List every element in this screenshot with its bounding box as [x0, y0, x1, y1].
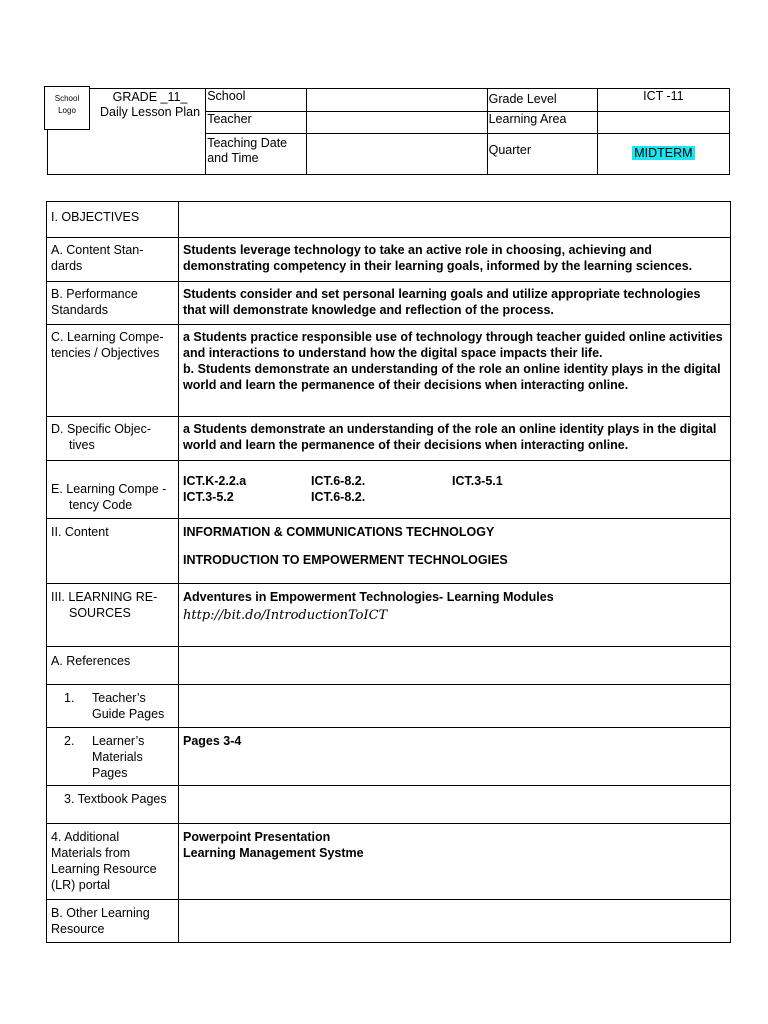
lesson-plan-table	[46, 201, 731, 943]
code: ICT.6-8.2.	[311, 490, 366, 504]
specific-objectives-label	[47, 417, 179, 461]
date-time-label: Teaching Date and Time	[206, 134, 307, 175]
content-standards-value: Students leverage technology to take an active role in choosing, achieving and demonstrating competency in their learning goals, informed by the learning sciences.	[179, 238, 731, 282]
learning-area-label: Learning Area	[487, 112, 597, 134]
grade-title	[96, 90, 204, 120]
teacher-value	[307, 112, 487, 134]
learners-materials-text: Learner’s Materials Pages	[92, 734, 145, 780]
code-row-2	[183, 489, 726, 505]
school-label: School	[206, 89, 307, 112]
teachers-guide-value	[179, 685, 731, 728]
table-row	[47, 417, 731, 461]
code-row-1	[183, 473, 726, 489]
teachers-guide-num: 1.	[64, 691, 75, 705]
quarter-value-cell	[597, 134, 729, 175]
content-standards-label: A. Content Stan-dards	[47, 238, 179, 282]
resources-line-1: Adventures in Empowerment Technologies- Learning Modules	[183, 590, 554, 604]
lesson-plan-title: Daily Lesson Plan	[99, 105, 201, 119]
table-row	[47, 461, 731, 519]
competencies-label: C. Learning Compe-tencies / Objectives	[47, 325, 179, 417]
table-row	[47, 238, 731, 282]
logo-blank-cell	[48, 134, 206, 175]
additional-line-2: Learning Management Systme	[183, 846, 364, 860]
competency-b: b. Students demonstrate an understanding of the role an online identity plays in the digital world and learn the permanence of their decisions when interacting online.	[183, 362, 721, 392]
school-logo: School Logo	[44, 86, 90, 130]
table-row	[47, 685, 731, 728]
references-label: A. References	[47, 647, 179, 685]
learners-materials-label	[47, 728, 179, 786]
additional-materials-label: 4. Additional Materials from Learning Resource (LR) portal	[47, 824, 179, 900]
specific-objectives-value: a Students demonstrate an understanding of the role an online identity plays in the digital world and learn the permanence of their decisions when interacting online.	[179, 417, 731, 461]
textbook-value	[179, 786, 731, 824]
competency-code-label	[47, 461, 179, 519]
performance-standards-value: Students consider and set personal learning goals and utilize appropriate technologies that will demonstrate knowledge and reflection of the process.	[179, 282, 731, 325]
table-row	[47, 786, 731, 824]
content-label: II. Content	[47, 519, 179, 584]
table-row	[47, 647, 731, 685]
resources-url[interactable]: http://bit.do/IntroductionToICT	[183, 608, 388, 623]
performance-standards-label: B. Performance Standards	[47, 282, 179, 325]
textbook-label: 3. Textbook Pages	[47, 786, 179, 824]
grade-level-label: Grade Level	[487, 89, 597, 112]
code: ICT.6-8.2.	[311, 474, 366, 488]
competency-code-label-1: E. Learning Compe -	[51, 482, 167, 496]
table-row	[47, 584, 731, 647]
competency-a: a Students practice responsible use of technology through teacher guided online activities and interactions to understand how the digital space impacts their life.	[183, 330, 723, 360]
table-row	[47, 824, 731, 900]
additional-line-1: Powerpoint Presentation	[183, 830, 331, 844]
competency-code-label-2: tency Code	[69, 498, 133, 512]
other-resource-label: B. Other Learning Resource	[47, 900, 179, 943]
code: ICT.K-2.2.a	[183, 474, 247, 488]
quarter-label: Quarter	[487, 134, 597, 175]
grade-level-value: ICT -11	[597, 89, 729, 112]
references-value	[179, 647, 731, 685]
objectives-label: I. OBJECTIVES	[47, 202, 179, 238]
teachers-guide-text: Teacher’s Guide Pages	[92, 691, 165, 721]
grade-line: GRADE _11_	[112, 90, 188, 104]
table-row	[47, 519, 731, 584]
learning-area-value	[597, 112, 729, 134]
learners-materials-value: Pages 3-4	[179, 728, 731, 786]
learners-materials-num: 2.	[64, 734, 75, 748]
table-row	[47, 900, 731, 943]
resources-label-2: SOURCES	[69, 606, 131, 620]
resources-label-1: III. LEARNING RE-	[51, 590, 158, 604]
teacher-label: Teacher	[206, 112, 307, 134]
competencies-value	[179, 325, 731, 417]
school-value	[307, 89, 487, 112]
objectives-value	[179, 202, 731, 238]
specific-objectives-label-2: tives	[69, 438, 95, 452]
table-row	[47, 202, 731, 238]
table-row	[47, 728, 731, 786]
content-line-1: INFORMATION & COMMUNICATIONS TECHNOLOGY	[183, 525, 495, 539]
other-resource-value	[179, 900, 731, 943]
date-time-value	[307, 134, 487, 175]
content-value	[179, 519, 731, 584]
teachers-guide-label	[47, 685, 179, 728]
code: ICT.3-5.1	[452, 474, 503, 488]
table-row	[47, 325, 731, 417]
competency-code-value	[179, 461, 731, 519]
table-row	[47, 282, 731, 325]
specific-objectives-label-1: D. Specific Objec-	[51, 422, 152, 436]
resources-label	[47, 584, 179, 647]
additional-materials-value	[179, 824, 731, 900]
resources-value	[179, 584, 731, 647]
content-line-2: INTRODUCTION TO EMPOWERMENT TECHNOLOGIES	[183, 553, 508, 567]
code: ICT.3-5.2	[183, 490, 234, 504]
quarter-value: MIDTERM	[634, 146, 693, 160]
